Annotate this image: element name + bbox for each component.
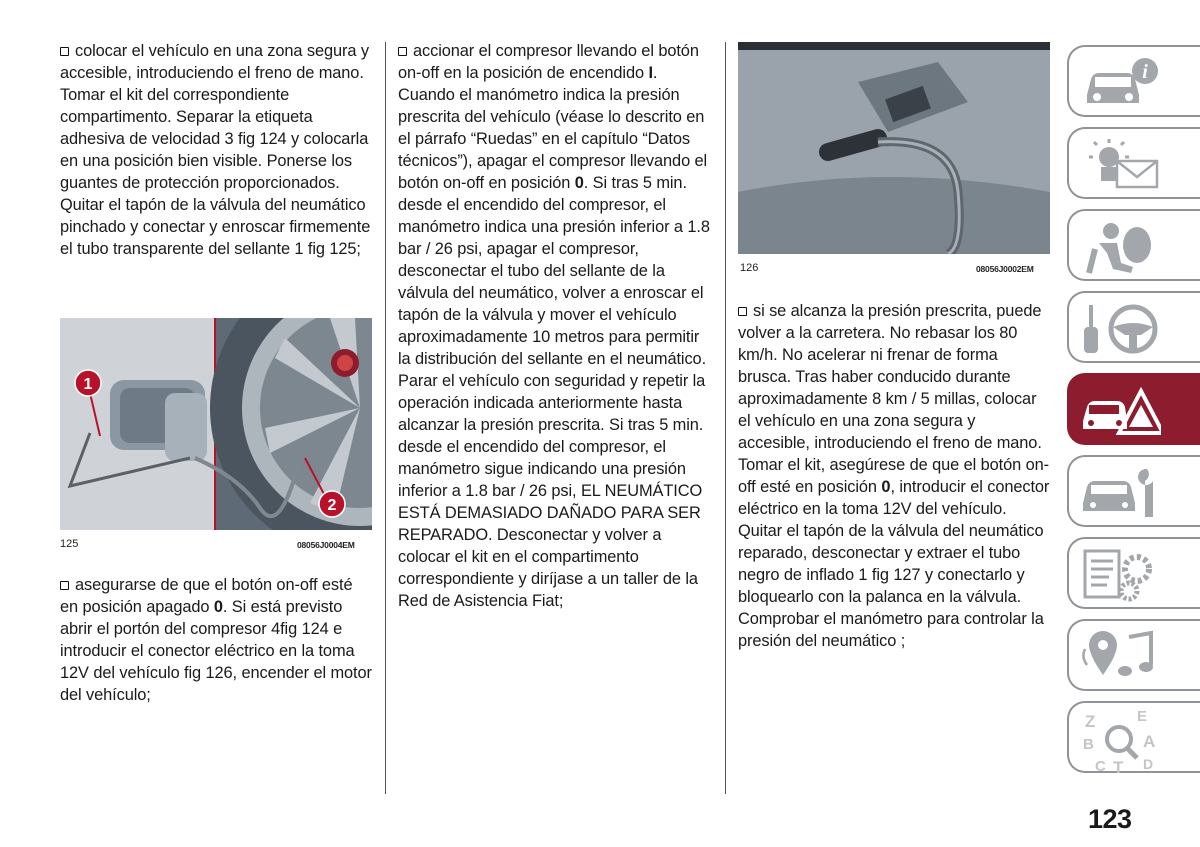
tab-technical-data[interactable] <box>1067 537 1200 609</box>
figure-126-code: 08056J0002EM <box>976 264 1034 274</box>
emergency-car-warning-icon <box>1081 383 1161 439</box>
checkbox-bullet-icon <box>738 307 747 316</box>
tab-multimedia[interactable] <box>1067 619 1200 691</box>
tab-in-emergency[interactable] <box>1067 373 1200 445</box>
figure-125-code: 08056J0004EM <box>297 540 355 550</box>
paragraph-after-repair: si se alcanza la presión prescrita, puede volver a la carretera. No rebasar los 80 km/h. No acelerar ni frenar de forma brusca. Tras haber conducido durante aproximadamente 8 km / 5 millas, colocar el vehículo en una zona segura y accesible, introduciendo el freno de mano. Tomar el kit, asegúrese de que el botón on-off esté en posición 0, introducir el conector eléctrico en la toma 12V del vehículo. Quitar el tapón de la válvula del neumático reparado, desconectar y extraer el tubo negro de inflado 1 fig 127 y conectarlo y bloquearlo con la palanca en la válvula. Comprobar el manómetro para controlar la presión del neumático ; <box>738 302 1050 650</box>
figure-125-number: 125 <box>60 538 79 550</box>
car-info-icon <box>1081 55 1161 111</box>
svg-text:C: C <box>1095 758 1106 773</box>
checkbox-bullet-icon <box>398 47 407 56</box>
figure-126-image <box>738 42 1050 254</box>
paragraph-compressor-operation: accionar el compresor llevando el botón on-off en la posición de encendido I. Cuando el manómetro indica la presión prescrita del vehículo (véase lo descrito en el párrafo “Ruedas” en el capítulo “Datos técnicos”), apagar el compresor llevando el botón on-off en posición 0. Si tras 5 min. desde el encendido del compresor, el manómetro indica una presión inferior a 1.8 bar / 26 psi, apagar el compresor, desconectar el tubo del sellante de la válvula del neumático, volver a enroscar el tapón de la válvula y mover el vehículo aproximadamente 10 metros para permitir la distribución del sellante en el neumático. Parar el vehículo con seguridad y repetir la operación indicada anteriormente hasta alcanzar la presión prescrita. Si tras 5 min. desde el encendido del compresor, el manómetro sigue indicando una presión inferior a 1.8 bar / 26 psi, EL NEUMÁTICO ESTÁ DEMASIADO DAÑADO PARA SER REPARADO. Desconectar y volver a colocar el kit en el compartimento correspondiente y diríjase a un taller de la Red de Asistencia Fiat; <box>398 42 710 610</box>
tab-index[interactable] <box>1067 701 1200 773</box>
multimedia-navigation-icon <box>1081 629 1161 685</box>
tab-car-info[interactable] <box>1067 45 1200 117</box>
checkbox-bullet-icon <box>60 47 69 56</box>
checkbox-bullet-icon <box>60 581 69 590</box>
column-divider-1 <box>385 42 386 794</box>
column-1-bottom <box>60 574 372 706</box>
tab-servicing[interactable] <box>1067 455 1200 527</box>
alphabetical-index-icon <box>1081 707 1161 773</box>
figure-125-image <box>60 318 372 530</box>
page-number: 123 <box>1088 804 1132 834</box>
svg-text:T: T <box>1113 758 1124 773</box>
key-steering-wheel-icon <box>1081 301 1161 357</box>
warning-light-message-icon <box>1081 137 1161 193</box>
column-3 <box>738 300 1050 652</box>
svg-text:Z: Z <box>1085 712 1096 731</box>
tab-starting-driving[interactable] <box>1067 291 1200 363</box>
car-wrench-icon <box>1081 465 1161 521</box>
tab-warning-lights[interactable] <box>1067 127 1200 199</box>
svg-text:B: B <box>1083 736 1094 753</box>
specs-gears-icon <box>1081 547 1161 603</box>
svg-text:D: D <box>1143 756 1154 772</box>
column-1 <box>60 40 372 260</box>
tab-safety[interactable] <box>1067 209 1200 281</box>
svg-text:A: A <box>1143 732 1156 751</box>
svg-text:E: E <box>1137 708 1148 725</box>
column-divider-2 <box>725 42 726 794</box>
svg-text:i: i <box>1142 61 1148 83</box>
airbag-passenger-icon <box>1081 219 1161 275</box>
paragraph-on-off-check: asegurarse de que el botón on-off esté en posición apagado 0. Si está previsto abrir el portón del compresor 4fig 124 e introducir el conector eléctrico en la toma 12V del vehículo fig 126, encender el motor del vehículo; <box>60 576 372 704</box>
figure-126-number: 126 <box>740 262 759 274</box>
callout-2: 2 <box>327 497 337 514</box>
column-2 <box>398 40 710 612</box>
paragraph-sealant-connect: colocar el vehículo en una zona segura y accesible, introduciendo el freno de mano. Tomar el kit del correspondiente compartimento. Separar la etiqueta adhesiva de velocidad 3 fig 124 y colocarla en una posición bien visible. Ponerse los guantes de protección proporcionados. Quitar el tapón de la válvula del neumático pinchado y conectar y enroscar firmemente el tubo transparente del sellante 1 fig 125; <box>60 42 371 258</box>
callout-1: 1 <box>83 376 93 393</box>
